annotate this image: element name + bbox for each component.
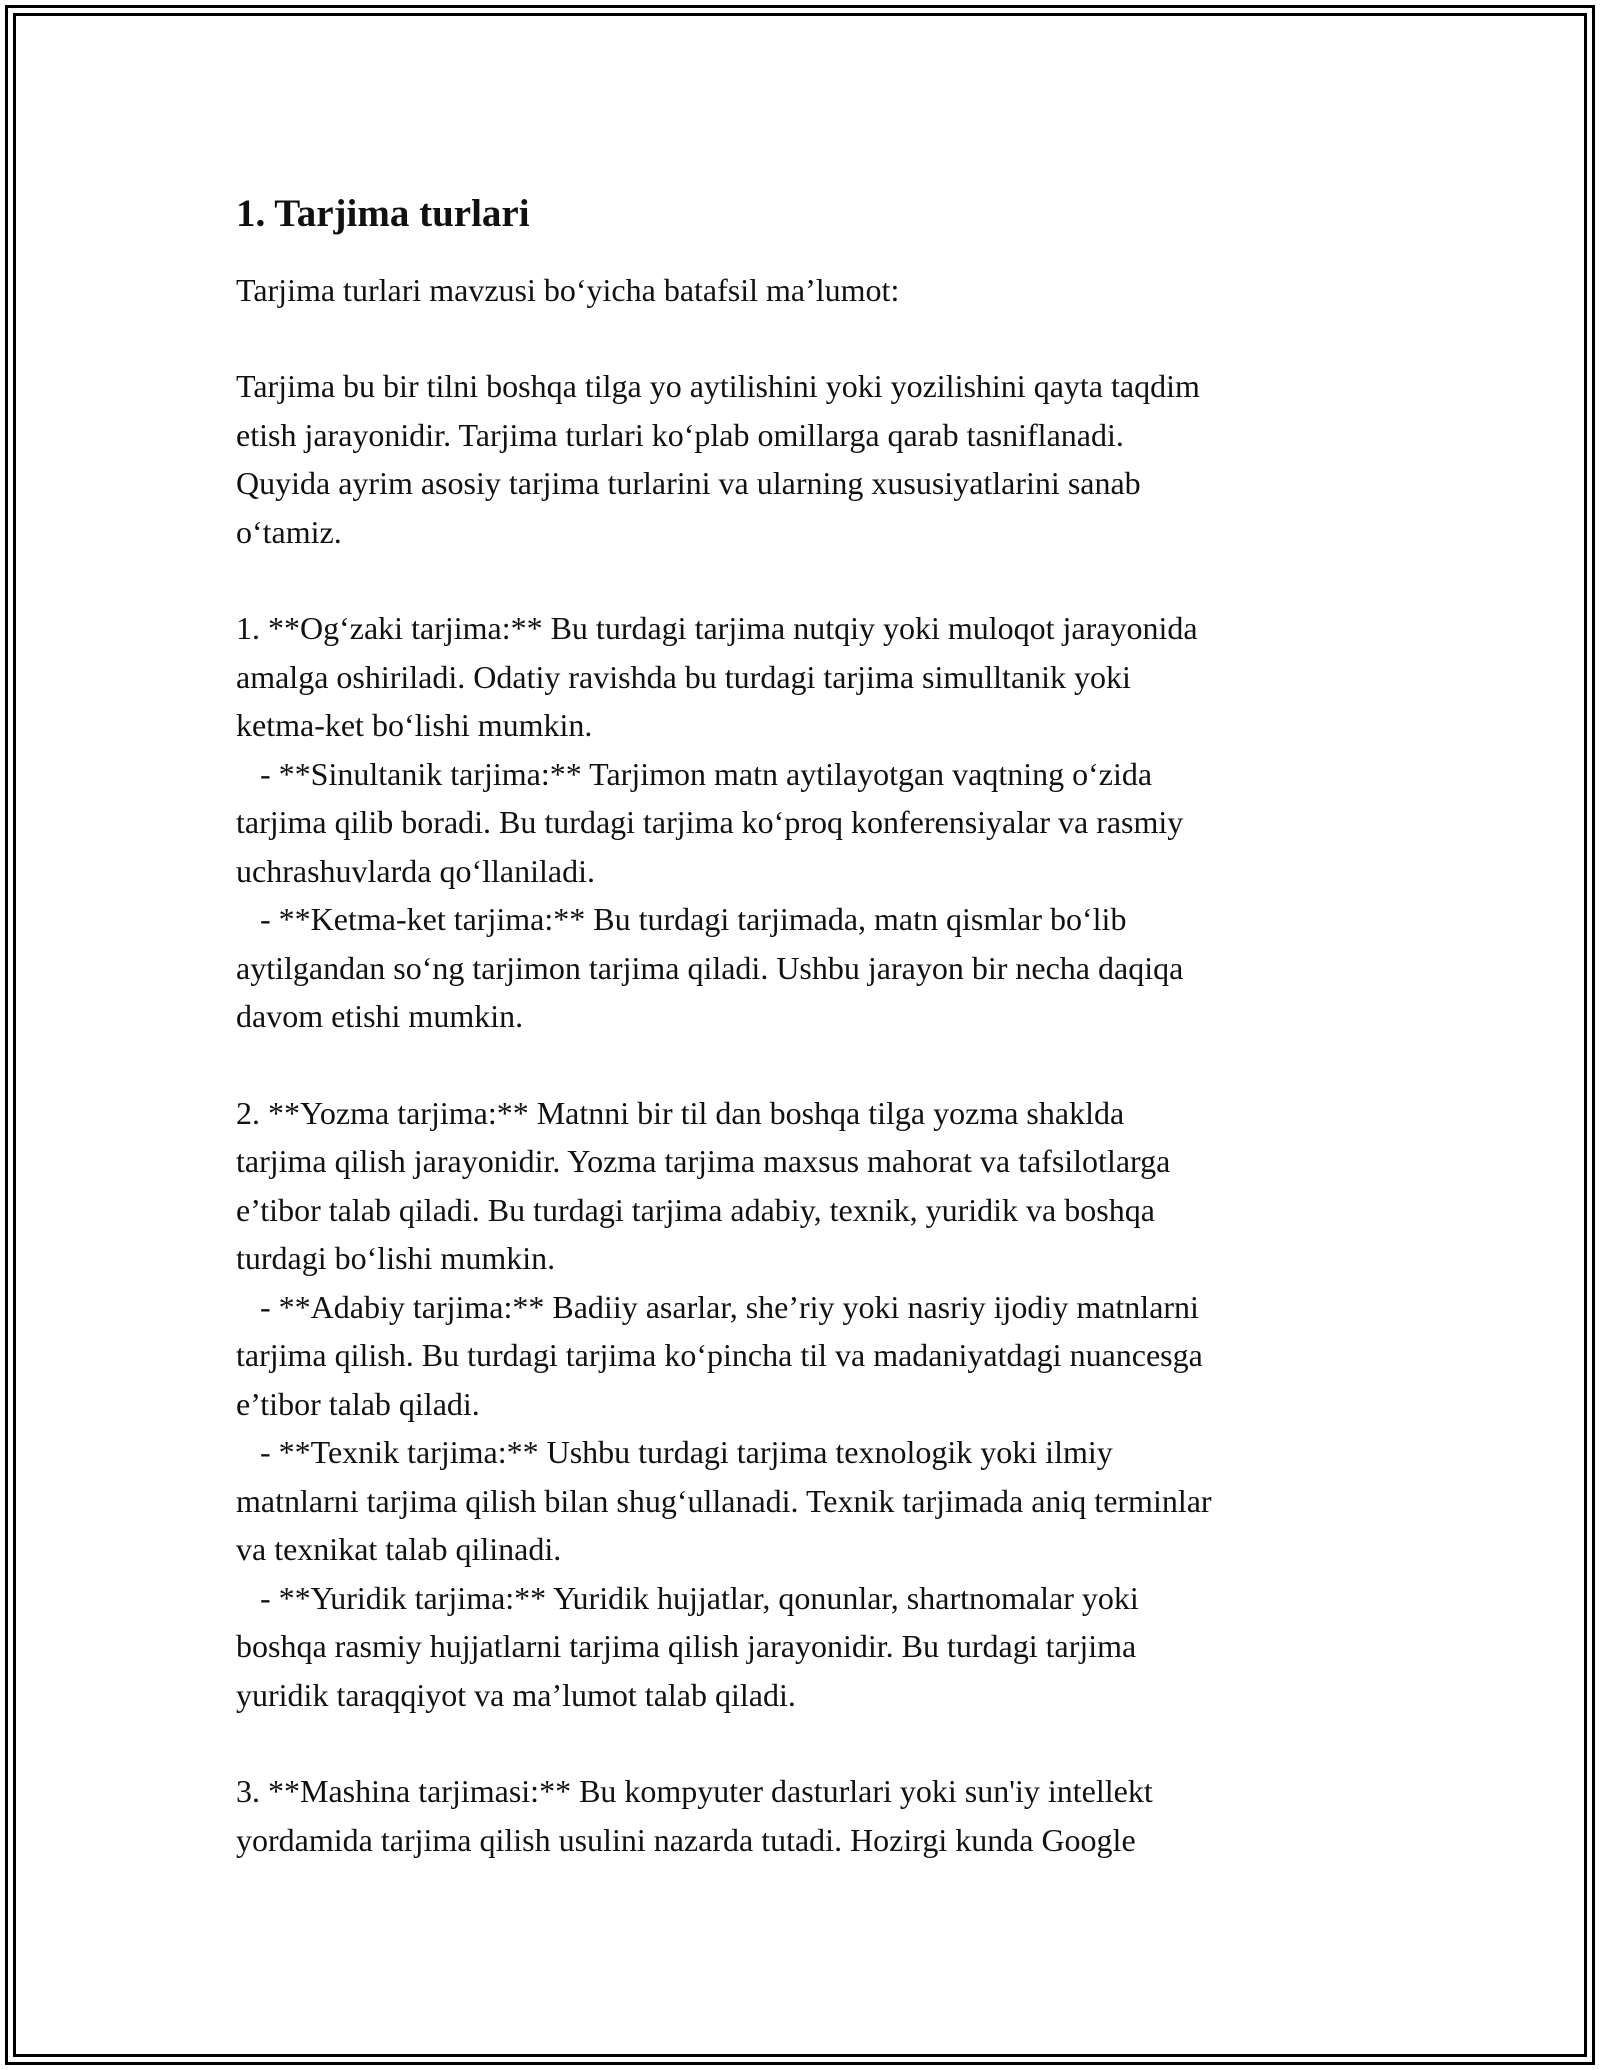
text-line: tarjima qilish jarayonidir. Yozma tarjima maxsus mahorat va tafsilotlarga <box>236 1143 1171 1179</box>
text-line: Tarjima bu bir tilni boshqa tilga yo aytilishini yoki yozilishini qayta taqdim <box>236 368 1200 404</box>
text-line: boshqa rasmiy hujjatlarni tarjima qilish jarayonidir. Bu turdagi tarjima <box>236 1628 1137 1664</box>
text-line: e’tibor talab qiladi. <box>236 1385 480 1422</box>
text-line: davom etishi mumkin. <box>236 998 524 1034</box>
text-line: 1. **Og‘zaki tarjima:** Bu turdagi tarjima nutqiy yoki muloqot jarayonida <box>236 610 1198 646</box>
intro-text: Tarjima turlari mavzusi bo‘yicha batafsil ma’lumot: <box>236 272 900 308</box>
text-line: tarjima qilib boradi. Bu turdagi tarjima ko‘proq konferensiyalar va rasmiy <box>236 804 1184 840</box>
text-line: e’tibor talab qiladi. Bu turdagi tarjima adabiy, texnik, yuridik va boshqa <box>236 1191 1155 1228</box>
section-heading: 1. Tarjima turlari <box>236 192 530 235</box>
text-line: Quyida ayrim asosiy tarjima turlarini va ularning xususiyatlarini sanab <box>236 465 1141 501</box>
text-line: - **Sinultanik tarjima:** Tarjimon matn aytilayotgan vaqtning o‘zida <box>236 755 1153 792</box>
text-line: va texnikat talab qilinadi. <box>236 1531 562 1567</box>
text-line: - **Texnik tarjima:** Ushbu turdagi tarjima texnologik yoki ilmiy <box>236 1434 1113 1470</box>
document-body <box>236 186 1366 1864</box>
text-line: 2. **Yozma tarjima:** Matnni bir til dan boshqa tilga yozma shaklda <box>236 1094 1125 1131</box>
paragraph-oral-translation <box>236 604 1366 1041</box>
text-line: matnlarni tarjima qilish bilan shug‘ullanadi. Texnik tarjimada aniq terminlar <box>236 1482 1212 1519</box>
text-line: - **Adabiy tarjima:** Badiiy asarlar, she’riy yoki nasriy ijodiy matnlarni <box>236 1288 1199 1325</box>
text-line: amalga oshiriladi. Odatiy ravishda bu turdagi tarjima simulltanik yoki <box>236 658 1131 695</box>
text-line: uchrashuvlarda qo‘llaniladi. <box>236 852 595 889</box>
paragraph-machine-translation <box>236 1767 1366 1864</box>
text-line: turdagi bo‘lishi mumkin. <box>236 1240 556 1276</box>
text-line: - **Yuridik tarjima:** Yuridik hujjatlar, qonunlar, shartnomalar yoki <box>236 1579 1139 1616</box>
text-line: tarjima qilish. Bu turdagi tarjima ko‘pincha til va madaniyatdagi nuancesga <box>236 1337 1203 1373</box>
text-line: ketma-ket bo‘lishi mumkin. <box>236 707 593 743</box>
text-line: aytilgandan so‘ng tarjimon tarjima qiladi. Ushbu jarayon bir necha daqiqa <box>236 949 1184 986</box>
text-line: o‘tamiz. <box>236 513 342 550</box>
text-line: - **Ketma-ket tarjima:** Bu turdagi tarjimada, matn qismlar bo‘lib <box>236 901 1127 937</box>
text-line: 3. **Mashina tarjimasi:** Bu kompyuter dasturlari yoki sun'iy intellekt <box>236 1773 1153 1809</box>
text-line: etish jarayonidir. Tarjima turlari ko‘plab omillarga qarab tasniflanadi. <box>236 416 1124 453</box>
paragraph-written-translation <box>236 1089 1366 1720</box>
paragraph-definition <box>236 362 1366 556</box>
text-line: yordamida tarjima qilish usulini nazarda tutadi. Hozirgi kunda Google <box>236 1821 1136 1858</box>
text-line: yuridik taraqqiyot va ma’lumot talab qiladi. <box>236 1676 796 1713</box>
